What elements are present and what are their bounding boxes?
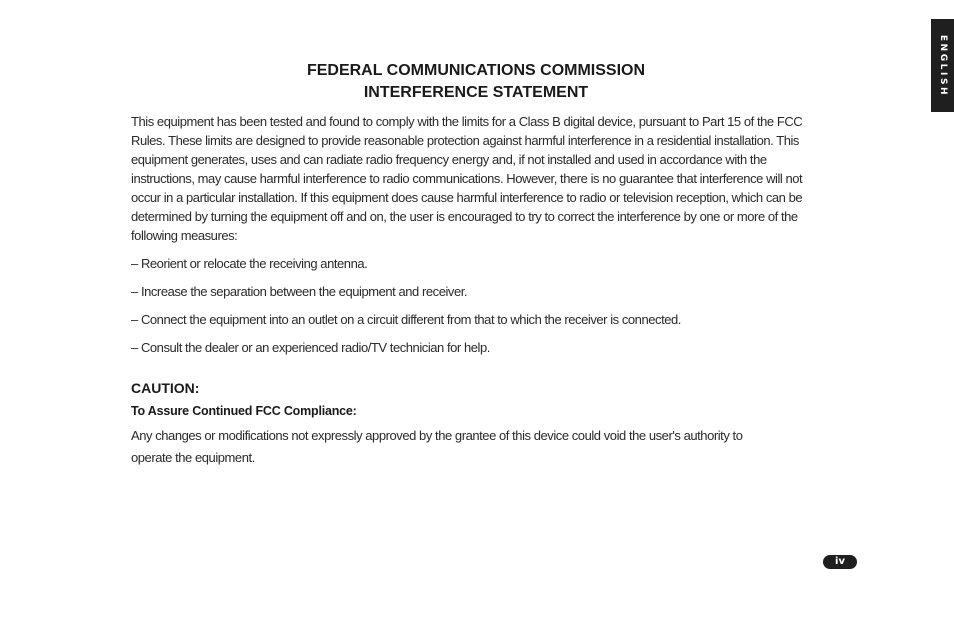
- statement-title: [131, 60, 821, 104]
- caution-text: Any changes or modifications not expressly approved by the grantee of this device could void the user's authority to operate the equipment.: [131, 428, 743, 465]
- caution-subheading: To Assure Continued FCC Compliance:: [131, 404, 357, 418]
- language-tab-label: ENGLISH: [937, 34, 948, 97]
- measure-item: – Increase the separation between the equipment and receiver.: [131, 284, 468, 299]
- measure-item: – Reorient or relocate the receiving antenna.: [131, 256, 368, 271]
- title-line-2: INTERFERENCE STATEMENT: [363, 84, 589, 101]
- measure-item: – Consult the dealer or an experienced radio/TV technician for help.: [131, 340, 490, 355]
- title-line-1: FEDERAL COMMUNICATIONS COMMISSION: [306, 62, 646, 79]
- fcc-compliance-paragraph: This equipment has been tested and found to comply with the limits for a Class B digital device, pursuant to Part 15 of the FCC Rules. These limits are designed to provide reasonable protection against harmful interference in a residential installation. This equipment generates, uses and can radiate radio frequency energy and, if not installed and used in accordance with the instructions, may cause harmful interference to radio communications. However, there is no guarantee that interference will not occur in a particular installation. If this equipment does cause harmful interference to radio or television reception, which can be determined by turning the equipment off and on, the user is encouraged to try to correct the interference by one or more of the following measures:: [131, 114, 803, 243]
- statement-content: [131, 112, 811, 469]
- measure-item: – Connect the equipment into an outlet on a circuit different from that to which the receiver is connected.: [131, 312, 681, 327]
- language-tab: [931, 19, 954, 112]
- caution-heading: CAUTION:: [131, 380, 200, 396]
- page-number-badge: iv: [823, 555, 857, 569]
